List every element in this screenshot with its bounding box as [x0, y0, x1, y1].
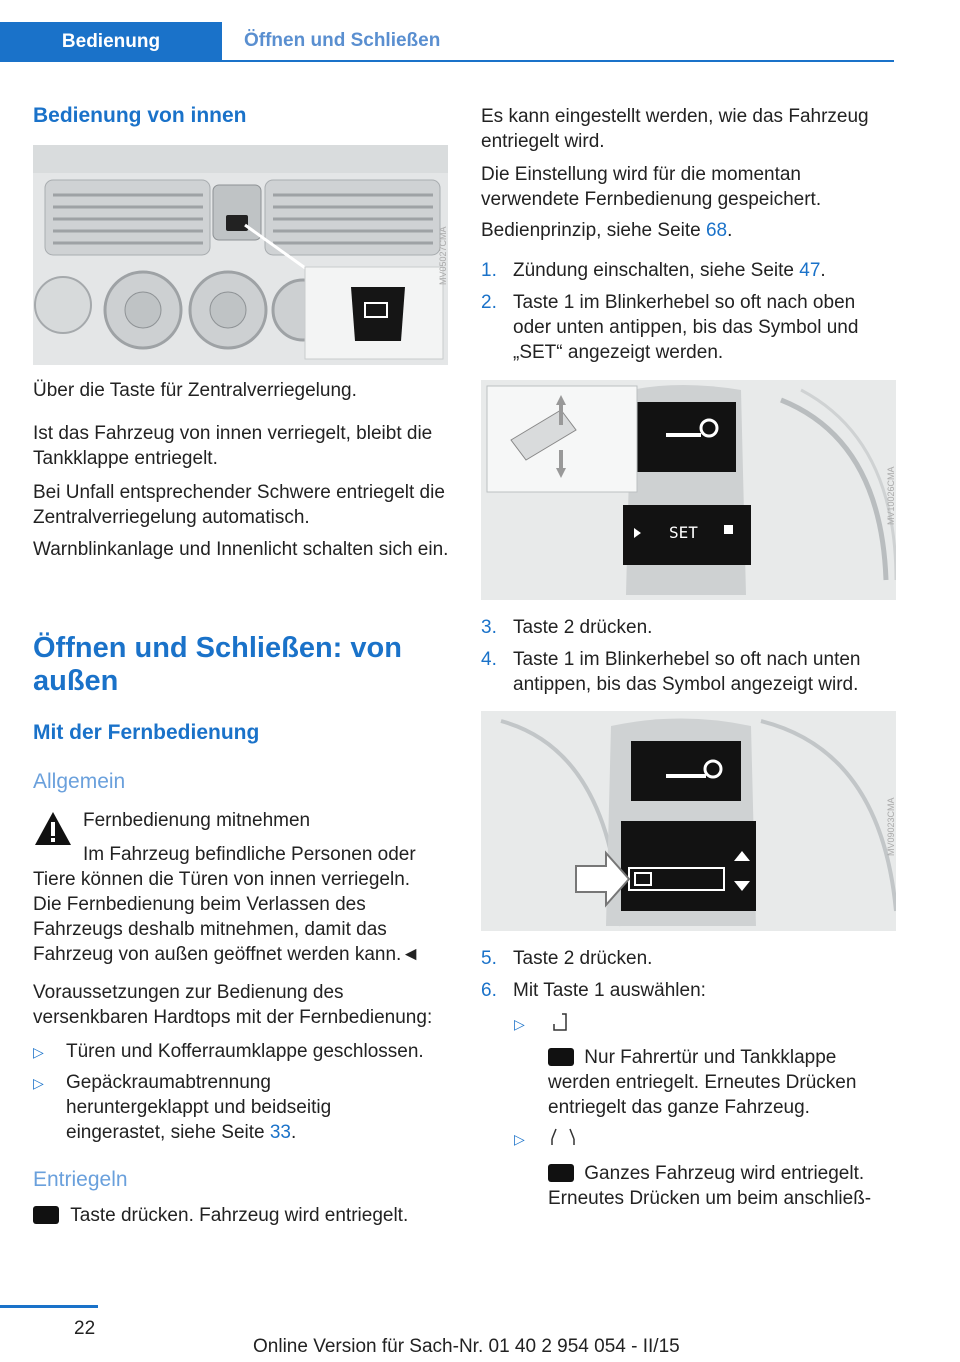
heading-bedienung-innen: Bedienung von innen: [33, 104, 247, 127]
paragraph: Warnblinkanlage und Innenlicht schalten sich ein.: [33, 539, 449, 560]
tab-oeffnen-schliessen[interactable]: Öffnen und Schließen: [222, 22, 894, 62]
paragraph: Die Einstellung wird für die momentan verwendete Fernbedienung gespeichert.: [481, 164, 822, 210]
footer-line: [0, 1305, 98, 1308]
remote-unlock-icon: [548, 1164, 574, 1182]
paragraph: Voraussetzungen zur Bedienung des versenkbaren Hardtops mit der Fernbedienung:: [33, 982, 433, 1028]
bullet-icon: ▷: [33, 1044, 44, 1060]
set-label: SET: [669, 523, 698, 542]
paragraph: Bedienprinzip, siehe Seite 68.: [481, 220, 733, 241]
paragraph: Es kann eingestellt werden, wie das Fahrzeug entriegelt wird.: [481, 106, 869, 152]
heading-allgemein: Allgemein: [33, 770, 126, 793]
option-all-doors: Ganzes Fahrzeug wird entriegelt. Erneutes Drücken um beim anschließ-: [548, 1163, 872, 1209]
single-door-icon: [548, 1011, 572, 1033]
paragraph: Bei Unfall entsprechender Schwere entriegelt die Zentralverriegelung automatisch.: [33, 482, 445, 528]
heading-oeffnen-schliessen: Öffnen und Schließen: von außen: [33, 632, 402, 697]
page-number: 22: [74, 1318, 96, 1339]
figure-central-lock: [33, 145, 448, 365]
instrument-set-illustration: [481, 380, 896, 600]
instrument-unlock-illustration: [481, 711, 896, 931]
entriegeln-line: Taste drücken. Fahrzeug wird entriegelt.: [33, 1203, 408, 1228]
figure-code: MV09023CMA: [886, 797, 896, 856]
figure-unlock-symbol: [481, 711, 896, 931]
all-doors-icon: [548, 1126, 578, 1148]
figure-code: MV05027CMA: [438, 226, 448, 285]
paragraph: Ist das Fahrzeug von innen verriegelt, bleibt die Tankklappe entriegelt.: [33, 423, 433, 469]
central-lock-illustration: [33, 145, 448, 365]
figure-set-display: [481, 380, 896, 600]
online-version: Online Version für Sach-Nr. 01 40 2 954 054 - II/15: [253, 1336, 680, 1357]
remote-unlock-icon: [33, 1206, 59, 1224]
warning-title: Fernbedienung mitnehmen: [83, 810, 311, 831]
warning-text: Im Fahrzeug befindliche Personen oder Tiere können die Türen von innen verriegeln. Die Fernbedienung beim Verlassen des Fahrzeugs deshalb mitnehmen, damit das Fahrzeug von außen geöffnet werden kann.◄: [33, 844, 421, 965]
remote-unlock-icon: [548, 1048, 574, 1066]
bullet-icon: ▷: [33, 1075, 44, 1091]
heading-entriegeln: Entriegeln: [33, 1168, 128, 1191]
paragraph: Über die Taste für Zentralverriegelung.: [33, 380, 357, 401]
figure-code: MV10026CMA: [886, 466, 896, 525]
option-driver-door: Nur Fahrertür und Tankklappe werden entriegelt. Erneutes Drücken entriegelt das ganze Fahrzeug.: [548, 1047, 857, 1118]
tab-bedienung[interactable]: Bedienung: [0, 22, 222, 62]
page-link[interactable]: 47: [799, 260, 821, 281]
bullet-icon: ▷: [514, 1131, 525, 1147]
heading-fernbedienung: Mit der Fernbedienung: [33, 721, 260, 744]
page-link[interactable]: 68: [705, 220, 728, 241]
page-link[interactable]: 33: [269, 1122, 291, 1143]
bullet-icon: ▷: [514, 1016, 525, 1032]
